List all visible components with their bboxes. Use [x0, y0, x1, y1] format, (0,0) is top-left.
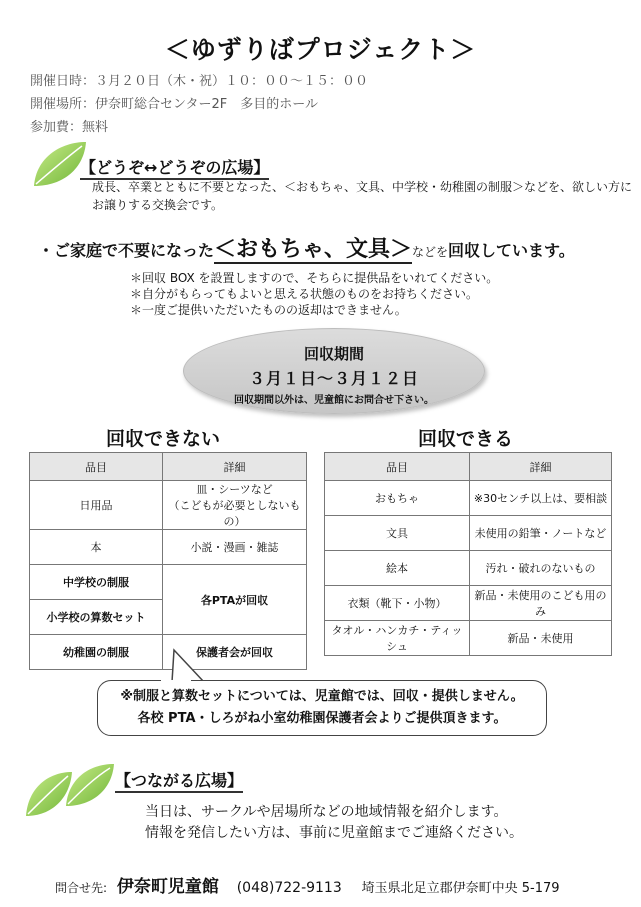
- uniform-note-callout: [97, 680, 547, 736]
- cell-detail-line: 皿・シーツなど: [196, 483, 273, 496]
- cell-item: 絵本: [325, 551, 470, 586]
- cell-detail: 小説・漫画・雑誌: [163, 530, 307, 565]
- table-row: [30, 481, 307, 530]
- cell-item: 日用品: [30, 481, 163, 530]
- callout-pointer-join: [161, 680, 191, 683]
- section2-desc-line1: 当日は、サークルや居場所などの地域情報を紹介します。: [145, 804, 508, 820]
- period-dates: ３月１日～３月１２日: [248, 369, 419, 388]
- table-row: [30, 565, 307, 600]
- event-venue: 開催場所：伊奈町総合センター2F 多目的ホール: [30, 97, 318, 112]
- event-fee: 参加費：無料: [30, 120, 109, 135]
- collection-period-badge: [183, 328, 485, 414]
- notes-list: [130, 270, 498, 318]
- page-title: ＜ゆずりばプロジェクト＞: [164, 35, 477, 64]
- cell-item: 幼稚園の制服: [30, 635, 163, 670]
- can-table: [324, 452, 612, 656]
- table-header-row: [325, 453, 612, 481]
- contact-phone: (048)722-9113: [236, 880, 342, 896]
- period-note: 回収期間以外は、児童館にお問合せ下さい。: [234, 395, 434, 406]
- contact-label: 問合せ先:: [55, 881, 108, 895]
- cell-detail: 保護者会が回収: [163, 635, 307, 670]
- section1-desc-line2: お譲りする交換会です。: [92, 198, 224, 212]
- cell-detail: 汚れ・破れのないもの: [470, 551, 612, 586]
- note-item: ＊自分がもらってもよいと思える状態のものをお持ちください。: [130, 287, 479, 301]
- section2-description: [145, 802, 523, 844]
- cannot-heading: 回収できない: [106, 428, 221, 450]
- contact-name: 伊奈町児童館: [116, 877, 219, 897]
- section1-heading: [80, 155, 269, 178]
- note-item: ＊回収 BOX を設置しますので、そちらに提供品をいれてください。: [130, 271, 499, 285]
- table-row: [30, 530, 307, 565]
- cell-detail: 新品・未使用: [470, 621, 612, 656]
- header-detail: 詳細: [470, 453, 612, 481]
- header-item: 品目: [325, 453, 470, 481]
- cell-detail: 新品・未使用のこども用のみ: [470, 586, 612, 621]
- period-label: 回収期間: [303, 345, 364, 363]
- cell-item: タオル・ハンカチ・ティッシュ: [325, 621, 470, 656]
- contact-address: 埼玉県北足立郡伊奈町中央 5-179: [361, 881, 560, 896]
- cell-detail-line: （こどもが必要としないもの）: [168, 499, 301, 528]
- section2-heading: [115, 768, 243, 791]
- cell-item: 文具: [325, 516, 470, 551]
- collect-statement: [38, 232, 575, 263]
- section1-description: [92, 178, 632, 214]
- header-item: 品目: [30, 453, 163, 481]
- cell-item: 小学校の算数セット: [30, 600, 163, 635]
- callout-pointer: [160, 648, 220, 684]
- event-date: 開催日時：３月２０日（木・祝）１０：００～１５：００: [30, 74, 369, 89]
- table-header-row: [30, 453, 307, 481]
- cell-item: 衣類（靴下・小物）: [325, 586, 470, 621]
- table-row: [325, 516, 612, 551]
- cell-item: 本: [30, 530, 163, 565]
- table-row: [325, 481, 612, 516]
- contact-footer: [55, 872, 560, 897]
- cannot-table: [29, 452, 307, 670]
- section1-heading-text: 【どうぞ↔どうぞの広場】: [80, 158, 269, 180]
- collect-items: ＜おもちゃ、文具＞: [214, 237, 413, 262]
- section1-desc-line1: 成長、卒業とともに不要となった、＜おもちゃ、文具、中学校・幼稚園の制服＞などを、欲しい方に: [92, 180, 633, 194]
- cell-detail: ※30センチ以上は、要相談: [470, 481, 612, 516]
- section2-heading-text: 【つながる広場】: [115, 771, 243, 793]
- callout-line1: ※制服と算数セットについては、児童館では、回収・提供しません。: [120, 689, 524, 704]
- cell-detail: 未使用の鉛筆・ノートなど: [470, 516, 612, 551]
- note-item: ＊一度ご提供いただいたものの返却はできません。: [130, 303, 407, 317]
- table-row: [325, 586, 612, 621]
- collect-middle: などを: [412, 245, 449, 259]
- header-detail: 詳細: [163, 453, 307, 481]
- collect-prefix: ・ご家庭で不要になった: [38, 241, 215, 260]
- callout-line2: 各校 PTA・しろがね小室幼稚園保護者会よりご提供頂きます。: [137, 711, 507, 726]
- cell-item: 中学校の制服: [30, 565, 163, 600]
- cell-detail: 各PTAが回収: [163, 565, 307, 635]
- cell-item: おもちゃ: [325, 481, 470, 516]
- leaves-icon: [22, 760, 118, 820]
- cell-detail: [163, 481, 307, 530]
- table-row: [325, 551, 612, 586]
- can-heading: 回収できる: [418, 428, 514, 450]
- section2-desc-line2: 情報を発信したい方は、事前に児童館までご連絡ください。: [145, 825, 523, 841]
- collect-suffix: 回収しています。: [448, 241, 575, 260]
- table-row: [325, 621, 612, 656]
